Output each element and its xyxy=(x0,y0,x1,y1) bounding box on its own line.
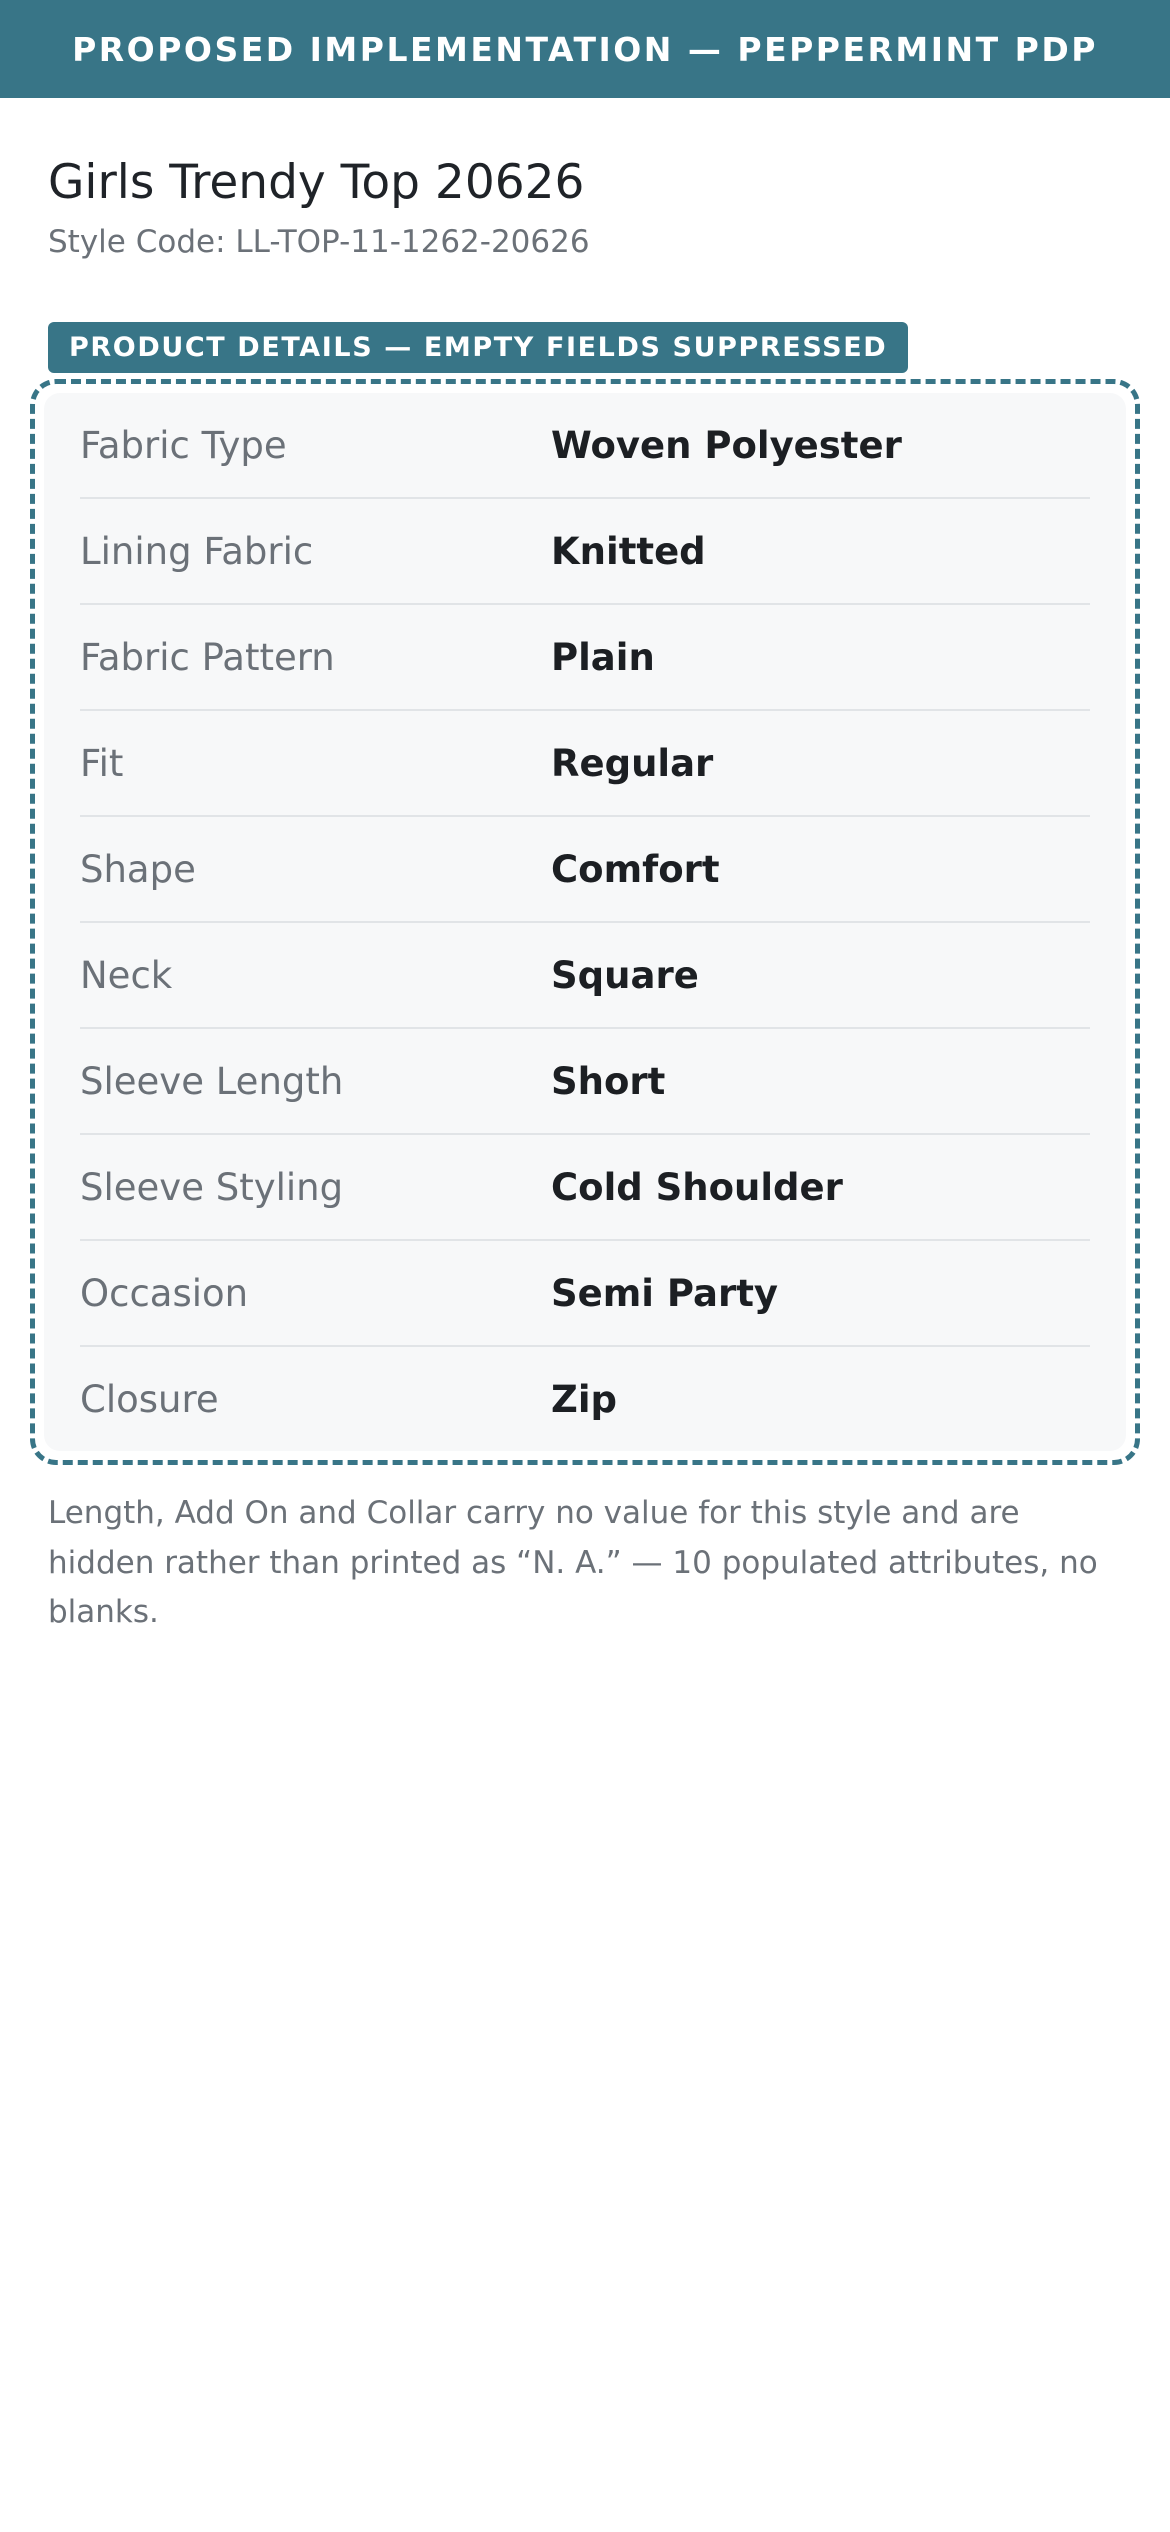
details-frame xyxy=(30,379,1140,1465)
detail-value: Plain xyxy=(551,635,655,679)
detail-label: Lining Fabric xyxy=(80,529,314,573)
header-banner xyxy=(0,0,1170,98)
detail-label: Closure xyxy=(80,1377,219,1421)
detail-row-neck xyxy=(80,923,1090,1029)
detail-label: Sleeve Styling xyxy=(80,1165,344,1209)
detail-row-lining-fabric xyxy=(80,499,1090,605)
detail-label: Fit xyxy=(80,741,124,785)
detail-row-fabric-type xyxy=(80,393,1090,499)
detail-value: Zip xyxy=(551,1377,617,1421)
detail-value: Short xyxy=(551,1059,666,1103)
detail-value: Comfort xyxy=(551,847,720,891)
detail-value: Woven Polyester xyxy=(551,423,902,467)
detail-row-occasion xyxy=(80,1241,1090,1347)
detail-value: Cold Shoulder xyxy=(551,1165,843,1209)
detail-label: Occasion xyxy=(80,1271,249,1315)
detail-value: Regular xyxy=(551,741,714,785)
detail-row-fit xyxy=(80,711,1090,817)
detail-row-closure xyxy=(80,1347,1090,1451)
detail-row-sleeve-styling xyxy=(80,1135,1090,1241)
detail-label: Neck xyxy=(80,953,173,997)
style-code: Style Code: LL-TOP-11-1262-20626 xyxy=(48,224,590,261)
detail-value: Knitted xyxy=(551,529,706,573)
detail-label: Shape xyxy=(80,847,196,891)
detail-value: Square xyxy=(551,953,699,997)
suppression-footnote: Length, Add On and Collar carry no value for this style and are hidden rather than printed as “N. A.” — 10 populated attributes, no blanks. xyxy=(48,1495,1098,1631)
detail-row-shape xyxy=(80,817,1090,923)
detail-row-sleeve-length xyxy=(80,1029,1090,1135)
product-title: Girls Trendy Top 20626 xyxy=(48,155,585,210)
details-table xyxy=(44,393,1126,1451)
detail-label: Fabric Pattern xyxy=(80,635,335,679)
detail-label: Sleeve Length xyxy=(80,1059,344,1103)
detail-value: Semi Party xyxy=(551,1271,779,1315)
detail-label: Fabric Type xyxy=(80,423,287,467)
details-section-label: PRODUCT DETAILS — EMPTY FIELDS SUPPRESSED xyxy=(48,322,908,373)
detail-row-fabric-pattern xyxy=(80,605,1090,711)
banner-title: PROPOSED IMPLEMENTATION — PEPPERMINT PDP xyxy=(72,29,1098,69)
main-content xyxy=(0,156,1170,1638)
